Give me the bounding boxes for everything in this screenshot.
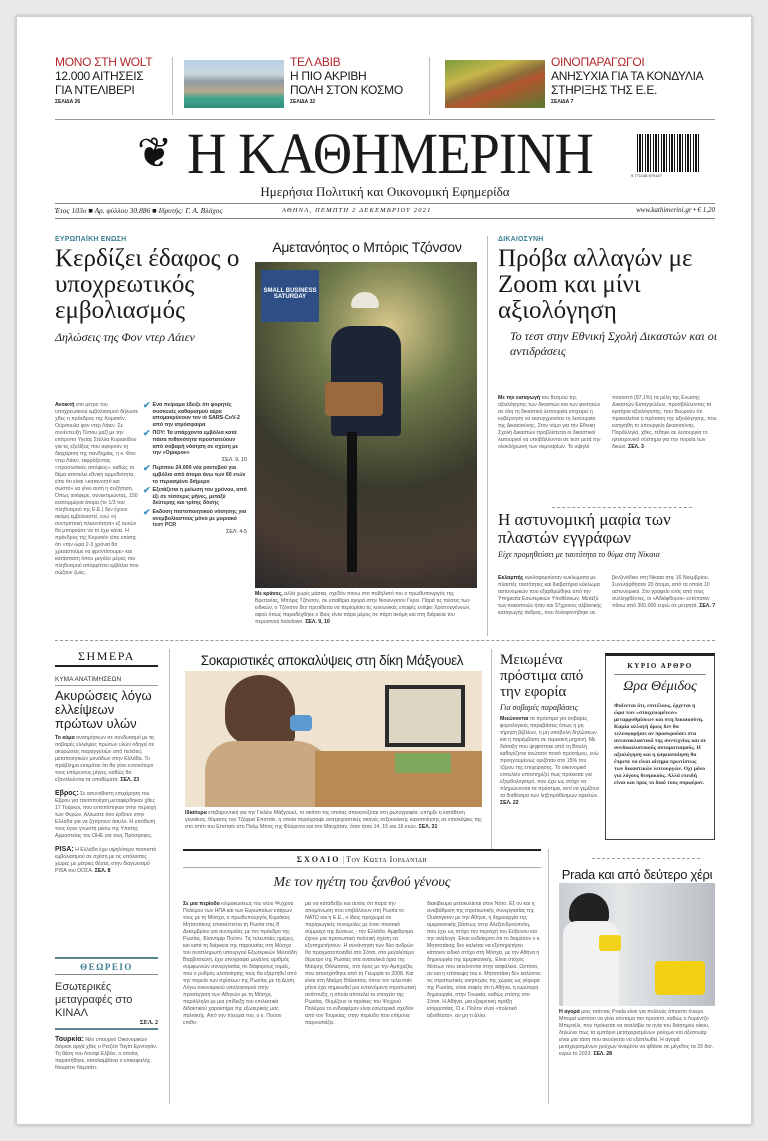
text: Περίπου 24.000 νέα ραντεβού για εμβόλιο από άτομα άνω των 60 ετών το περασμένο διήμερο [152,465,246,485]
decoration [55,957,158,959]
text: τα πρόστιμα για σοβαρές φορολογικές παραβάσεις όπως η μη τήρηση βιβλίων, η μη υποβολή δηλώσεων και η παρέμβαση σε ταμειακή μηχανή. Με διάταξη που ψηφίστηκε από τη Βουλή καθορίζεται ανώτατο ποσό προστίμου, ενώ προηγουμένως οριζόταν στο 15% του τζίρου της επιχείρησης. Το οικονομικό επιτελείο υποστηρίζει πως πρόκειται για εξορθολογισμό, που έχει ως στόχο να πληρώνονται τα πρόστιμα, αντί να γεμίζουν τα διαθέσιμα των ληξιπρόθεσμων οφειλών. [500,716,600,799]
headline: Με τον ηγέτη του ξανθού γένους [273,875,451,890]
photo-caption [559,1009,715,1058]
text: Μειώνονται [500,716,529,722]
photo-caption [185,810,482,831]
decoration [491,649,492,849]
maxwell-sketch [185,671,482,807]
decoration [55,203,715,204]
prada-photo [559,883,715,1006]
text: ΘΕΩΡΕΙΟ [80,962,133,972]
decoration [55,735,158,784]
text: του θεσμού της αξιολόγησης των δικαστών και των φοιτητών σε όλη τη δικαστική λειτουργία επιχειρεί η κυβέρνηση να εκσυγχρονίσει τη λειτουργία της Δικαιοσύνης. Στον νόμο για την Εθνική Σχολή Δικαστών προβλέπεται οι δικαστικοί λειτουργοί να υποβάλλονται σε τεστ μετά την ολοκλήρωση των σεμιναρίων. Το υψηλό ποσοστό (97,1%) τα μέλη της Ενωσης Δικαστών Εισαγγελέων, προσβάλλοντας τα κριτήρια αξιολόγησης, που θεωρούν ότι προκαλείται η πρόταση της αξιολόγησης, που εισηγήθη το υπουργείο Δικαιοσύνης. Παράλληλα, χθες, τέθηκε σε λειτουργία το ηλεκτρονικό σύστημα για την πορεία των δικών. [498,395,717,450]
decoration [55,790,158,840]
barcode-number: 9 771108 979147 [631,173,662,178]
text: Ενα πείραμα έδειξε ότι φορητές συσκευές καθαρισμού αέρα απομακρύνουν τον ιό SARS-CoV-2 από την ατμόσφαιρα [152,402,240,428]
text: ΣΕΛ. 23 [120,777,140,783]
decoration [592,858,700,859]
text: Του Κώστα Ιορδανίδη [346,855,428,864]
issue-date: ΑΘΗΝΑ, ΠΕΜΠΤΗ 2 ΔΕΚΕΜΒΡΙΟΥ 2021 [282,207,432,214]
headline: Αμετανόητος ο Μπόρις Τζόνσον [272,239,462,255]
front-page [16,16,752,1125]
text: ΣΕΛ. 7 [699,603,716,609]
teaser-tel-aviv[interactable] [290,55,420,105]
commentary-body [183,901,541,1101]
today-column [55,649,158,875]
subhead: Για σοβαρές παραβάσεις [500,703,578,712]
article-fines[interactable] [500,652,600,816]
decoration [290,715,312,731]
text: PISA: [55,846,74,853]
masthead-title: Η ΚΑΘΗΜΕΡΙΝΗ [187,121,593,186]
text: ΑΝΗΣΥΧΙΑ ΓΙΑ ΤΑ ΚΟΝΔΥΛΙΑ [551,69,704,83]
headline: Πρόβα αλλαγών με Zoom και μίνι αξιολόγηση [498,245,693,324]
decoration [655,961,705,995]
text: ΠΟΥ: Τα υπάρχοντα εμβόλια κατά πάσα πιθανότητα προστατεύουν από σοβαρή νόσηση σε σχέση με την «Ομικρον» [152,430,239,457]
barcode [637,134,701,172]
website-price: www.kathimerini.gr • € 1,20 [636,206,715,214]
section-label: ΕΥΡΩΠΑΪΚΗ ΕΝΩΣΗ [55,236,127,243]
text: ΣΕΛ. 28 [593,1051,613,1057]
decoration [389,689,461,743]
teaser-kicker: ΤΕΛ ΑΒΙΒ [290,55,341,69]
teaser-title [290,69,420,97]
decoration [183,901,297,1101]
decoration [183,849,541,851]
check-icon: ✔ [143,428,151,439]
teaser-kicker: ΟΙΝΟΠΑΡΑΓΩΓΟΙ [551,55,645,69]
text: ΓΙΑ ΝΤΕΛΙΒΕΡΙ [55,83,135,97]
text: Εβρος: [55,790,79,797]
text: Τουρκία: [55,1036,84,1043]
article-body [500,716,600,816]
article-body [498,575,718,631]
tel-aviv-photo [184,60,284,108]
headline: Εσωτερικές μεταγραφές στο ΚΙΝΑΛ [55,981,133,1019]
decoration [143,402,247,428]
text: μιας τσάντας Prada είναι για πολλούς άπιαστο όνειρο. Μπορεί ωστόσο να γίνει σύντομα πιο προσιτό, καθώς ο Λορέντζο Μπερτέλι, που πρόκειται να αναλάβει τα ηνία του διάσημου οίκου, δηλώνει πως τα εμπόριο μεταχειρισμένων ρούχων και αξεσουάρ είναι μια τάση που ακούγεται να εξαπλωθεί. Η αγορά μεταχειρισμένων ρούχων αναμένει να φθάσει σε μέγεθος τα 33 δισ. ευρώ το 2023. [559,1009,714,1057]
text: διακίβευμα μετακυλίεται στον Νότο. Εξ ου και η αναβάθμιση της στρατιωτικής συνεργασίας της Ουάσιγκτον με την Αθήνα, η δημιουργία της αμερικανικής βάσεως στην Αλεξανδρούπολη, που έχει ως στόχο την περιοχή του Εύξεινου και την ανάλογη. Είναι ευδιάκριτο ότι το διαμέσον ο κ. Μητσοτάκης δεν καλείται να εξυπηρετήσει κάποιον ειδικό στόχο στη Μόσχα, με την Αθήνα η δημιουργία της αμερικανικής. Είναι στόχος θέσεων που εκτείνονται στην ασφάλεια. Ωστόσο, αν και η επίσκεψη του κ. Μητσοτάκη δεν καλύπτει τις στρατιωτικές ανησυχίες της χώρας ως γέφυρα της Ρωσίας, είναι σαφές ότι η Αθήνα, η ευρύτερη δημιουργία, στην Τουρκία, καθώς επίσης στο Σότσι. Η Αθήνα, μια εξαιρετική πράξη ισορροπίας. Ο κ. Πούτιν είναι «πολιτικό αξιοθέατο», αν μη τι άλλο. [427,901,541,1019]
decoration [55,119,715,120]
decoration [548,849,549,1104]
photo-sign: SMALL BUSINESS SATURDAY [261,270,319,322]
text: Ιδιαίτερα [185,810,207,816]
text: ΣΕΛ. 8 [94,868,111,874]
text: Με την εισαγωγή [498,395,540,401]
decoration: | [340,855,347,864]
text: 12.000 ΑΙΤΗΣΕΙΣ [55,69,144,83]
text: Εξετάζεται η μείωση του χρόνου, από έξι σε τέσσερις μήνες, μεταξύ δεύτερης και τρίτης δόσης [152,487,247,507]
decoration [55,1028,158,1030]
editorial-label: ΚΥΡΙΟ ΑΡΘΡΟ [614,662,706,675]
subhead: Το τεστ στην Εθνική Σχολή Δικαστών και οι αντιδράσεις [510,329,718,358]
today-title: ΣΗΜΕΡΑ [78,649,135,663]
text: ΣΕΛ. 31 [418,824,438,830]
boris-johnson-photo [255,262,477,588]
decoration [55,846,158,875]
kicker: ΚΥΜΑ ΑΝΑΤΙΜΗΣΕΩΝ [55,676,158,686]
headline: Ωρα Θέμιδος [623,679,697,694]
text: ΠΟΛΗ ΣΤΟΝ ΚΟΣΜΟ [290,83,403,97]
text: αλλά χωρίς μάσκα, σχεδόν πάνω στο ποδήλατό του ο πρωθυπουργός της Βρετανίας, Μπόρις Τζόνσον, σε υπαίθρια αγορά στην Νιούινγκτον Γκριν. Παρά τις πιέσεις των ειδικών, ο Τζόνσον δεν προτίθεται να περιορίσει τις κοινωνικές επαφές ενόψει Χριστουγέννων, αφού όπως παραδέχθηκε ο ίδιος είναι πάρα μέρος σε πάρτι ακόμη και στη διάρκεια του περυσινού lockdown. [255,591,471,625]
check-icon: ✔ [143,463,151,474]
headline: Ακυρώσεις λόγω ελλείψεων πρώτων υλών [55,688,152,731]
text: επιβαρυντική για την Γκιλέιν Μάξγουελ, το σκίτσο της οποίας απεικονίζεται στη φωτογραφία, υπήρξε η κατάθεση γυναίκας, θύματος του Τζέφρεϊ Επσταϊν, η οποία περιέγραψε ανατριχιαστικές σκηνές σεξουαλικής κακοποίησης σε επισκέψεις της στο σπίτι του Επσταϊν στο Παλμ Μπιτς της Φλόριντα και στο Μανχάταν, όταν ήταν 14, 15 και 16 ετών. [185,810,482,830]
helmet [351,292,379,308]
decoration [172,57,173,115]
teaser-wolt[interactable] [55,55,165,105]
decoration [395,753,451,773]
teaser-page: ΣΕΛΙΔΑ 26 [55,99,81,105]
decoration [225,675,295,745]
masthead-subtitle: Ημερήσια Πολιτική και Οικονομική Εφημερίδα [260,184,510,199]
bullet-list [143,402,247,535]
decoration [143,430,247,456]
teaser-page: ΣΕΛΙΔΑ 7 [551,99,574,105]
section-label: ΔΙΚΑΙΟΣΥΝΗ [498,236,544,243]
commentary-label [183,855,541,864]
article-justice[interactable] [498,236,718,359]
text: Ανοικτή [55,402,75,408]
headline: Η αστυνομική μαφία των πλαστών εγγράφων [498,510,671,547]
decoration [183,867,541,868]
teaser-page: ΣΕΛΙΔΑ 32 [290,99,316,105]
decoration [385,685,465,747]
vineyard-photo [445,60,545,108]
decoration [55,640,715,641]
text: μεί να καταδείξει και αυτός ότι παρά την απομόνωση που επιβάλλουν στη Ρωσία το ΝΑΤΟ και η Ε.Ε., ο ίδιος προχωρεί σε παραγωγικές συνομιλίες με έναν ποιοτικό σύμμαχο της Δύσεως - την Ελλάδα. Αμφίδρομα έχουν μια προσωπική πολιτική σχέση να εξυπηρετήσουν. Η συνάντηση των δύο ανδρών θα πραγματοποιηθεί στο Σότσι, στο μεγαλύτερο θέρετρο της Ρωσίας στα ανατολικά όρια της Μαύρης Θάλασσας, στο όρος με την Αμπχαζία, που αποσχίσθηκε από τη Γεωργία το 2008. Και είναι στη Μαύρη Θάλασσα, όπου τον τελευταίο μήνα έχει σημειωθεί μια εντεινόμενη στρατιωτική ανάπτυξη, η οποία αποτελεί το στοιχείο της Ρωσίας. Θυμίζουν οι ταράκες του Ψυχρού Πολέμου το ενδιαφέρον είναι εσωτερικό σχεδόν από τον Τουρκίας, στην περίοδο που επίμονα παρουσιάζει. [305,901,416,1026]
editorial-box[interactable] [605,653,715,840]
text: ανατιμήσεων σε συνδυασμό με τις σοβαρές ελλείψεις πρώτων υλών οδηγεί σε ακυρώσεις παραγγελιών από πελάτες μεταποιητικών μονάδων στην Ελλάδα. Το πρόβλημα εκτιμάται ότι θα γίνει εντονότερο τους επόμενους μήνες, καθώς θα εξαντλούνται τα αποθέματα. [55,735,155,783]
subhead: Δηλώσεις της Φον ντερ Λάιεν [55,330,195,344]
article-body [498,395,718,501]
decoration [552,507,692,508]
decoration [347,432,357,572]
text: ΣΕΛ. 22 [500,800,519,806]
article-body [55,402,139,627]
text: Νέο υπουργό Οικονομικών διόρισε αργά χθες ο Ρετζέπ Ταγίπ Ερντογάν. Τη θέση του Λουτφί Ελβάν, ο οποίος παραιτήθηκε, καταλαμβάνει ο επικεφαλής Νουρέτιν Νεμπάτι. [55,1037,158,1071]
headline: Prada και από δεύτερο χέρι [561,867,713,882]
photo-caption [255,591,477,626]
decoration [55,665,158,667]
text: ΣΕΛ. 2 [139,1020,158,1026]
decoration [55,1036,158,1072]
text: Η ΠΙΟ ΑΚΡΙΒΗ [290,69,367,83]
decoration [569,893,609,923]
text: κλιμακώσεως του νέου Ψυχρού Πολέμου των ΗΠΑ και των Ευρωπαίων εταίρων τους με τη Μόσχα, ο πρωθυπουργός Κυριάκος Μητσοτάκης επισκέπτεται τη Ρωσία στις 8 Δεκεμβρίου για συνομιλίες με τον πρόεδρο της Ρωσίας, Βλαντιμίρ Πούτιν. Τις τελευταίες ημέρες, και κατά τη διάρκεια της παρουσίας στη Μόσχα του αναπληρωτή υπουργού Εξωτερικών Μιλτιάδη Βαρβιτσιώτη, έχει υπογραφεί μεγάλος αριθμός συμφωνιών συνεργασίας σε διάφορους τομείς, που ο ρυθμός υλοποίησής τους θα εξαρτηθεί από την πορεία των σχέσεων της Ρωσίας με τη Δύση. Λόγω οικονομικού υπολογισμού στην προσέγγιση των Αθηνών με τη Μόσχα, παράλληλα με μια επίδειξη του επιλεκτικά διδακτικού χαρακτήρα της εξωτερικής μας πολιτικής. Από την πλευρά του, ο κ. Πούτιν επιθυ- [183,901,297,1026]
issue-info: Έτος 103ο ■ Αρ. φύλλου 30.886 ■ Ιδρυτής: Γ. Α. Βλάχος [55,206,223,215]
decoration [429,57,430,115]
text: ΣΤΗΡΙΞΗΣ ΤΗΣ Ε.Ε. [551,83,658,97]
text: ΣΕΛ. 9, 10 [221,456,247,463]
text: κυκλοφορούσαν κυκλώματα με πλαστές ταυτότητες και διαβατήρια κύκλωμα αστυνομικών που εξαρθρώθηκε από την Υπηρεσία Εσωτερικών Υποθέσεων. Μεταξύ των κακοποιών ήταν και 37χρονος αλβανικής καταγωγής άνδρας, που δολοφονήθηκε σε βενζινάδικο στη Νίκαια στις 16 Νοεμβρίου. Συνελήφθησαν 20 άτομα, από τα οποία 10 αστυνομικοί. Στο γραφείο ενός από τους συλληφθέντες, οι «Αδιάφθοροι» εντόπισαν πάνω από 300.000 ευρώ σε μετρητά. [498,575,710,616]
check-icon: ✔ [143,400,151,410]
text: Σε ασυνήθιστη επιχείρηση του Εβρου για ταυτοποίηση μεταφέρθηκαν χθες 17 Τούρκοι, που εντοπίστηκαν στην περιοχή των Φερών. Αλλωστε όσο έρθουν στην Ελλάδα για να ζητήσουν άσυλο. Η υπόθεσή τους έγινε γνωστή μέσω της Υπατης Αρμοστείας του ΟΗΕ για τους Πρόσφυγες. [55,791,157,839]
decoration [143,506,247,529]
decoration [487,236,488,636]
decoration [325,382,383,416]
text: ΣΕΛ. 4-5 [226,528,247,535]
teaser-title [55,69,165,97]
teaser-winemakers[interactable] [551,55,721,105]
decoration [55,974,158,975]
decoration [143,487,247,507]
decoration [143,465,247,485]
teaser-title [551,69,721,97]
text: Η αγορά [559,1009,580,1015]
text: στο μέτρο του υποχρεωτικού εμβολιασμού δήλωσε χθες η πρόεδρος της Κομισιόν, Ούρσουλα φον ντερ Λάιεν. Σε συνέντευξη Τύπου μαζί με την επίτροπο Υγείας Στέλλα Κυριακίδου για τις εξελίξεις που αφορούν τη διαχείριση της πανδημίας, η κ. Φον ντερ Λάιεν, εκφράζοντας «προσωπικές απόψεις», καθώς το θέμα αποτελεί εθνική αρμοδιότητα, είπε ότι είναι «κατανοητό και σωστό» να γίνει αυτή η συζήτηση. Όπως ανέφερε, συνεκτιμώντας, 150 εκατομμύρια άτομα (το 1/3 του πληθυσμού της Ε.Ε.) δεν έχουν ακόμη εμβολιαστεί, ενώ «η συντριπτική πλειονότητα» εξ αυτών θα μπορούσε να το έχει κάνει. Η πρόεδρος της Κομισιόν είπε επίσης ότι «την ώρα 2-3 χρόνια θα χρειαστούμε να φροντίσουμε» και κατάσταση όπου μεγάλο μέρος του πληθυσμού απορρίπτει εμβόλια που σώζουν ζωές. [55,402,139,576]
article-police-mafia[interactable] [498,511,718,559]
subhead: Είχε προμηθεύσει με ταυτότητα το θύμα στη Νίκαια [498,550,660,559]
headline: Σοκαριστικές αποκαλύψεις στη δίκη Μάξγουελ [200,653,464,668]
headline: Μειωμένα πρόστιμα από την εφορία [500,652,584,700]
theoreio-column [55,957,158,1072]
teaser-kicker: ΜΟΝΟ ΣΤΗ WOLT [55,55,153,69]
griffin-logo-icon: ❦ [137,131,173,177]
text: ΣΕΛ. 3 [628,444,644,450]
text: Η Ελλάδα έχει υψηλότερο ποσοστό εμβολιασμού σε σχέση με τις υπόλοιπες χώρες με μέτριες θέσεις στην διαγωνισμό PISA του ΟΟΣΑ. [55,847,157,874]
check-icon: ✔ [143,506,151,517]
text: ΣΧΟΛΙΟ [296,855,341,864]
decoration [563,921,619,1006]
text: Με κράνος, [255,591,283,597]
headline: Κερδίζει έδαφος ο υποχρεωτικός εμβολιασμός [55,245,240,324]
check-icon: ✔ [143,485,151,496]
text: ΣΕΛ. 9, 10 [305,619,330,625]
text: Εκδοση πιστοποιητικού νόσησης για ανεμβολίαστους μόνο με μοριακό τεστ PCR [152,508,247,529]
decoration [331,326,401,436]
decoration [599,935,621,951]
text: Εκλαμπής [498,575,524,581]
editorial-body: Φαίνεται ότι, επιτέλους, έρχεται η ώρα των «στοιχειωμένων» μεταρρυθμίσεων και στη Δικαιοσύνη. Καμία αλλαγή όμως δεν θα τελεσφορήσει αν προσκρούσει στα αντανακλαστικά της συντεχνίας και σε συνδικαλιστικούς αυτοματισμούς. Η αξιολόγηση και η ψηφιοποίηση θα έπρεπε να είναι αίτημα πρωτίστως των δικαστικών λειτουργών. Οχι μόνο για λόγους θεσμικούς. Αλλά επειδή είναι και προς το δικό τους συμφέρον. [614,703,706,786]
text: Σε μια περίοδο [183,901,220,907]
decoration [169,649,170,1104]
article-vaccination[interactable] [55,236,247,345]
decoration [55,218,715,219]
text: Το κύμα [55,735,75,741]
